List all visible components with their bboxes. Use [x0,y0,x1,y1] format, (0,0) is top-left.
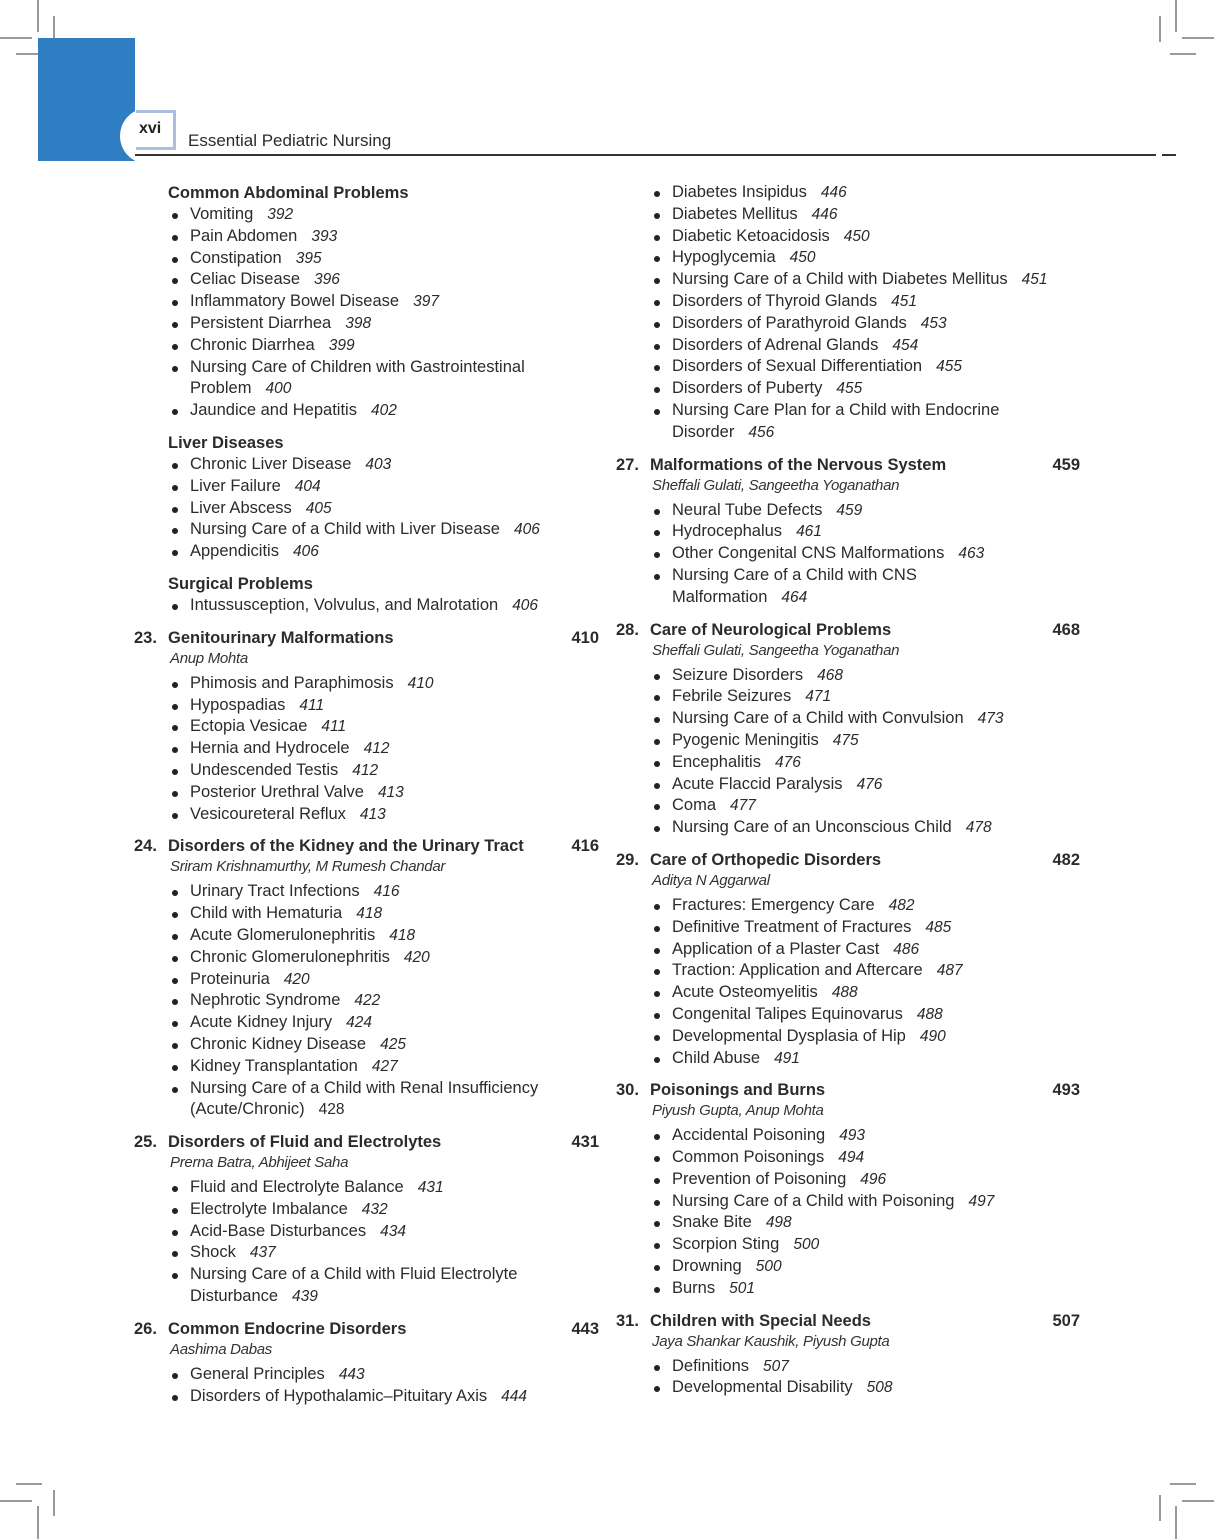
chapter-page: 493 [1052,1081,1080,1100]
toc-entry[interactable]: Nursing Care of a Child with Fluid Electrolyte Disturbance 439 [134,1264,599,1308]
toc-entry[interactable]: Nursing Care of a Child with Convulsion 473 [616,708,1080,730]
toc-entry[interactable]: Celiac Disease 396 [134,269,599,291]
toc-entry[interactable]: Drowning 500 [616,1256,1080,1278]
crop-mark [0,37,32,39]
crop-mark [1159,1495,1161,1521]
toc-entry[interactable]: Nursing Care of a Child with Renal Insufficiency (Acute/Chronic) 428 [134,1078,599,1122]
chapter-items [616,1125,1080,1299]
toc-entry[interactable]: Posterior Urethral Valve 413 [134,782,599,804]
toc-entry[interactable]: Kidney Transplantation 427 [134,1056,599,1078]
toc-right-column [616,182,1080,1399]
toc-entry[interactable]: Common Poisonings 494 [616,1147,1080,1169]
crop-mark [1175,0,1177,32]
chapter-31 [616,1310,1080,1400]
crop-mark [1182,1500,1214,1502]
toc-entry[interactable]: Diabetes Insipidus 446 [616,182,1080,204]
toc-entry[interactable]: Nephrotic Syndrome 422 [134,990,599,1012]
chapter-items [616,895,1080,1069]
toc-entry[interactable]: Urinary Tract Infections 416 [134,881,599,903]
chapter-items [134,1177,599,1308]
toc-entry[interactable]: Burns 501 [616,1278,1080,1300]
toc-entry[interactable]: Acute Glomerulonephritis 418 [134,925,599,947]
chapter-authors: Piyush Gupta, Anup Mohta [652,1102,824,1120]
header-rule [135,154,1156,156]
toc-entry[interactable]: Pyogenic Meningitis 475 [616,730,1080,752]
chapter-page: 507 [1052,1311,1080,1330]
chapter-title[interactable]: 25. Disorders of Fluid and Electrolytes 431 [134,1133,599,1152]
chapter-items [134,1364,599,1408]
chapter-items [134,881,599,1121]
continued-items [616,182,1080,444]
chapter-27 [616,454,1080,609]
toc-entry[interactable]: Chronic Glomerulonephritis 420 [134,947,599,969]
chapter-authors: Sriram Krishnamurthy, M Rumesh Chandar [170,858,446,876]
toc-entry[interactable]: Hypoglycemia 450 [616,247,1080,269]
chapter-page: 459 [1052,455,1080,474]
toc-entry[interactable]: Definitive Treatment of Fractures 485 [616,917,1080,939]
section-heading: Surgical Problems [168,574,313,593]
toc-entry[interactable]: Nursing Care of a Child with Diabetes Mellitus 451 [616,269,1080,291]
chapter-24 [134,835,599,1121]
toc-entry[interactable]: Congenital Talipes Equinovarus 488 [616,1004,1080,1026]
chapter-authors: Sheffali Gulati, Sangeetha Yoganathan [652,476,900,494]
toc-entry[interactable]: Electrolyte Imbalance 432 [134,1199,599,1221]
chapter-authors: Aashima Dabas [170,1340,272,1358]
crop-mark [1170,53,1196,55]
toc-entry[interactable]: Developmental Disability 508 [616,1377,1080,1399]
toc-left-column [134,182,599,1407]
toc-entry[interactable]: Chronic Liver Disease 403 [134,454,599,476]
chapter-title[interactable]: 30. Poisonings and Burns 493 [616,1081,1080,1100]
chapter-29 [616,849,1080,1069]
chapter-items [616,500,1080,609]
toc-entry[interactable]: Disorders of Thyroid Glands 451 [616,291,1080,313]
chapter-26 [134,1318,599,1408]
chapter-25 [134,1131,599,1308]
toc-entry[interactable]: Shock 437 [134,1242,599,1264]
toc-entry[interactable]: Prevention of Poisoning 496 [616,1169,1080,1191]
toc-entry[interactable]: Nursing Care of a Child with Poisoning 497 [616,1191,1080,1213]
chapter-page: 431 [571,1133,599,1152]
chapter-page: 443 [571,1319,599,1338]
toc-entry[interactable]: General Principles 443 [134,1364,599,1386]
crop-mark [1159,16,1161,42]
crop-mark [0,1500,32,1502]
toc-entry[interactable]: Coma 477 [616,795,1080,817]
chapter-items [616,1356,1080,1400]
chapter-authors: Prerna Batra, Abhijeet Saha [170,1154,349,1172]
toc-entry[interactable]: Scorpion Sting 500 [616,1234,1080,1256]
toc-entry[interactable]: Undescended Testis 412 [134,760,599,782]
toc-entry[interactable]: Diabetic Ketoacidosis 450 [616,226,1080,248]
toc-entry[interactable]: Nursing Care Plan for a Child with Endocrine Disorder 456 [616,400,1080,444]
toc-entry[interactable]: Seizure Disorders 468 [616,665,1080,687]
section-heading: Common Abdominal Problems [168,184,409,202]
toc-entry[interactable]: Acute Flaccid Paralysis 476 [616,774,1080,796]
toc-entry[interactable]: Constipation 395 [134,248,599,270]
toc-entry[interactable]: Vomiting 392 [134,204,599,226]
chapter-title[interactable]: 26. Common Endocrine Disorders 443 [134,1319,599,1338]
chapter-items [134,673,599,826]
chapter-page: 468 [1052,620,1080,639]
toc-entry[interactable]: Nursing Care of Children with Gastrointestinal Problem 400 [134,357,599,401]
toc-entry[interactable]: Application of a Plaster Cast 486 [616,939,1080,961]
header-rule-tick [1162,154,1176,156]
toc-entry[interactable]: Appendicitis 406 [134,541,599,563]
toc-entry[interactable]: Disorders of Hypothalamic–Pituitary Axis 444 [134,1386,599,1408]
toc-entry[interactable]: Snake Bite 498 [616,1212,1080,1234]
toc-entry[interactable]: Hernia and Hydrocele 412 [134,738,599,760]
section-heading: Liver Diseases [168,433,284,452]
crop-mark [1170,1483,1196,1485]
chapter-title[interactable]: 29. Care of Orthopedic Disorders 482 [616,850,1080,869]
toc-entry[interactable]: Chronic Diarrhea 399 [134,335,599,357]
toc-entry[interactable]: Febrile Seizures 471 [616,686,1080,708]
crop-mark [1182,37,1214,39]
toc-entry[interactable]: Disorders of Adrenal Glands 454 [616,335,1080,357]
toc-entry[interactable]: Accidental Poisoning 493 [616,1125,1080,1147]
toc-entry[interactable]: Disorders of Sexual Differentiation 455 [616,356,1080,378]
chapter-title[interactable]: 23. Genitourinary Malformations 410 [134,628,599,647]
section-items [134,454,599,563]
chapter-authors: Jaya Shankar Kaushik, Piyush Gupta [652,1332,890,1350]
toc-entry[interactable]: Acute Kidney Injury 424 [134,1012,599,1034]
toc-entry[interactable]: Neural Tube Defects 459 [616,500,1080,522]
toc-entry[interactable]: Hydrocephalus 461 [616,521,1080,543]
toc-entry[interactable]: Liver Failure 404 [134,476,599,498]
chapter-page: 410 [571,628,599,647]
crop-mark [37,0,39,32]
toc-entry[interactable]: Nursing Care of an Unconscious Child 478 [616,817,1080,839]
toc-entry[interactable]: Disorders of Puberty 455 [616,378,1080,400]
crop-mark [1175,1506,1177,1539]
toc-entry[interactable]: Intussusception, Volvulus, and Malrotation 406 [134,595,599,617]
toc-entry[interactable]: Nursing Care of a Child with Liver Disease 406 [134,519,599,541]
toc-entry[interactable]: Persistent Diarrhea 398 [134,313,599,335]
toc-entry[interactable]: Encephalitis 476 [616,752,1080,774]
toc-entry[interactable]: Child Abuse 491 [616,1048,1080,1070]
toc-entry[interactable]: Ectopia Vesicae 411 [134,716,599,738]
toc-entry[interactable]: Pain Abdomen 393 [134,226,599,248]
crop-mark [53,1490,55,1516]
crop-mark [37,1506,39,1539]
chapter-23 [134,627,599,826]
chapter-30 [616,1079,1080,1299]
toc-entry[interactable]: Vesicoureteral Reflux 413 [134,804,599,826]
chapter-title[interactable]: 24. Disorders of the Kidney and the Urinary Tract 416 [134,837,599,856]
toc-entry[interactable]: Disorders of Parathyroid Glands 453 [616,313,1080,335]
toc-entry[interactable]: Inflammatory Bowel Disease 397 [134,291,599,313]
page-number: xvi [139,120,162,137]
toc-entry[interactable]: Jaundice and Hepatitis 402 [134,400,599,422]
toc-entry[interactable]: Traction: Application and Aftercare 487 [616,960,1080,982]
toc-entry[interactable]: Fractures: Emergency Care 482 [616,895,1080,917]
toc-entry[interactable]: Developmental Dysplasia of Hip 490 [616,1026,1080,1048]
chapter-page: 416 [571,837,599,856]
toc-entry[interactable]: Hypospadias 411 [134,695,599,717]
chapter-28 [616,619,1080,839]
chapter-items [616,665,1080,839]
book-title: Essential Pediatric Nursing [188,131,392,150]
toc-entry[interactable]: Acute Osteomyelitis 488 [616,982,1080,1004]
crop-mark [16,1483,42,1485]
toc-entry[interactable]: Nursing Care of a Child with CNS Malformation 464 [616,565,1080,609]
toc-entry[interactable]: Acid-Base Disturbances 434 [134,1221,599,1243]
toc-entry[interactable]: Child with Hematuria 418 [134,903,599,925]
toc-entry[interactable]: Chronic Kidney Disease 425 [134,1034,599,1056]
toc-entry[interactable]: Liver Abscess 405 [134,498,599,520]
chapter-page: 482 [1052,850,1080,869]
chapter-title[interactable]: 31. Children with Special Needs 507 [616,1311,1080,1330]
chapter-title[interactable]: 28. Care of Neurological Problems 468 [616,620,1080,639]
section-items [134,204,599,422]
toc-entry[interactable]: Definitions 507 [616,1356,1080,1378]
chapter-authors: Aditya N Aggarwal [652,871,770,889]
toc-entry[interactable]: Other Congenital CNS Malformations 463 [616,543,1080,565]
toc-entry[interactable]: Phimosis and Paraphimosis 410 [134,673,599,695]
toc-entry[interactable]: Fluid and Electrolyte Balance 431 [134,1177,599,1199]
toc-entry[interactable]: Diabetes Mellitus 446 [616,204,1080,226]
chapter-title[interactable]: 27. Malformations of the Nervous System 459 [616,455,1080,474]
section-items [134,595,599,617]
chapter-authors: Sheffali Gulati, Sangeetha Yoganathan [652,641,900,659]
toc-entry[interactable]: Proteinuria 420 [134,969,599,991]
chapter-authors: Anup Mohta [170,649,248,667]
